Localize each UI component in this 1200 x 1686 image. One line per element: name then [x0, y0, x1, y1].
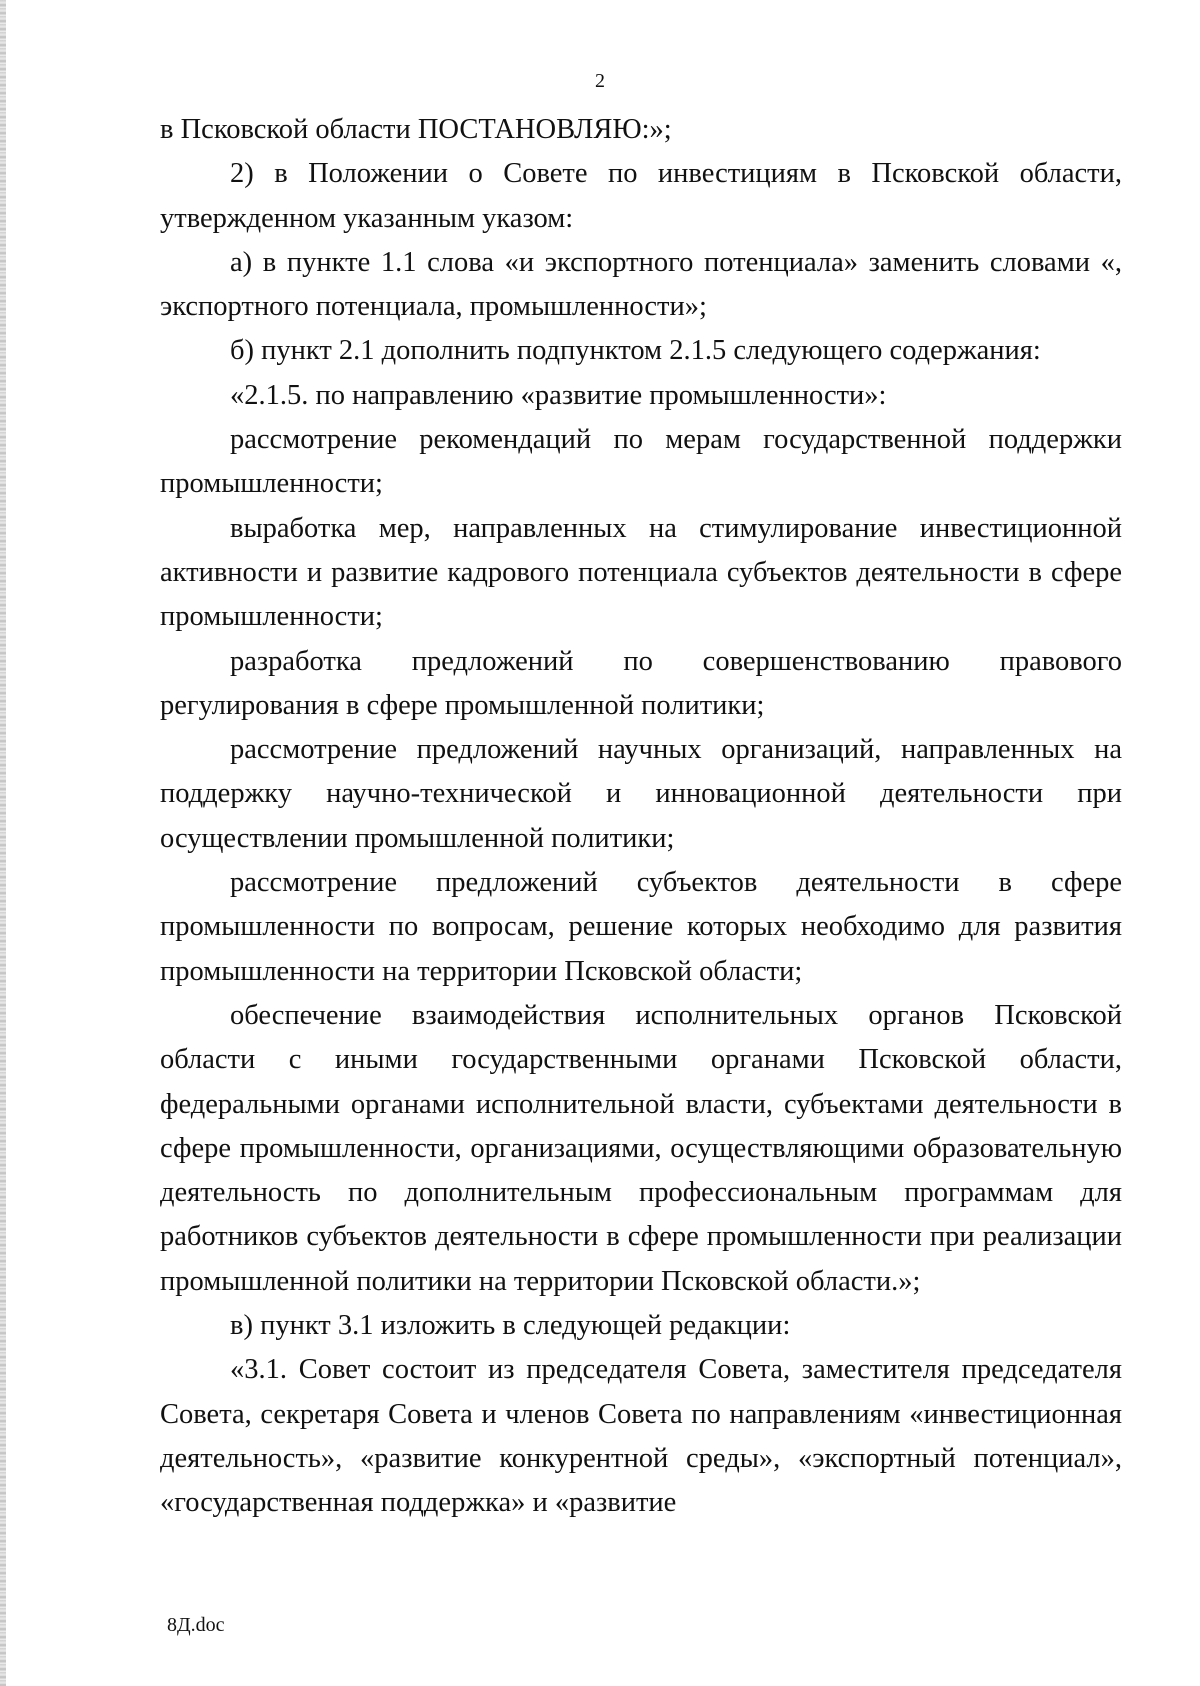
- document-body: [160, 108, 1122, 1526]
- paragraph: выработка мер, направленных на стимулирование инвестиционной активности и развитие кадрового потенциала субъектов деятельности в сфере промышленности;: [160, 512, 1122, 633]
- paragraph: «3.1. Совет состоит из председателя Совета, заместителя председателя Совета, секретаря Совета и членов Совета по направлениям «инвестиционная деятельность», «развитие конкурентной среды», «экспортный потенциал», «государственная поддержка» и «развитие: [160, 1354, 1122, 1519]
- paragraph: обеспечение взаимодействия исполнительных органов Псковской области с иными государственными органами Псковской области, федеральными органами исполнительной власти, субъектами деятельности в сфере промышленности, организациями, осуществляющими образовательную деятельность по дополнительным профессиональным программам для работников субъектов деятельности в сфере промышленности при реализации промышленной политики на территории Псковской области.»;: [160, 999, 1122, 1297]
- paragraph: рассмотрение предложений субъектов деятельности в сфере промышленности по вопросам, решение которых необходимо для развития промышленности на территории Псковской области;: [160, 867, 1122, 987]
- paragraph: разработка предложений по совершенствованию правового регулирования в сфере промышленной политики;: [160, 645, 1122, 721]
- paragraph: в Псковской области ПОСТАНОВЛЯЮ:»;: [160, 114, 672, 145]
- paragraph: «2.1.5. по направлению «развитие промышленности»:: [230, 379, 887, 411]
- paragraph: б) пункт 2.1 дополнить подпунктом 2.1.5 следующего содержания:: [230, 335, 1041, 367]
- page-number: 2: [595, 70, 605, 92]
- paragraph: рассмотрение предложений научных организаций, направленных на поддержку научно-технической и инновационной деятельности при осуществлении промышленной политики;: [160, 734, 1122, 854]
- paragraph: а) в пункте 1.1 слова «и экспортного потенциала» заменить словами «, экспортного потенциала, промышленности»;: [160, 246, 1122, 323]
- scan-edge-artifact: [0, 0, 6, 1686]
- paragraph: 2) в Положении о Совете по инвестициям в Псковской области, утвержденном указанным указом:: [160, 158, 1122, 234]
- paragraph: в) пункт 3.1 изложить в следующей редакции:: [230, 1310, 791, 1342]
- footer-filename: 8Д.doc: [167, 1614, 225, 1636]
- paragraph: рассмотрение рекомендаций по мерам государственной поддержки промышленности;: [160, 424, 1122, 500]
